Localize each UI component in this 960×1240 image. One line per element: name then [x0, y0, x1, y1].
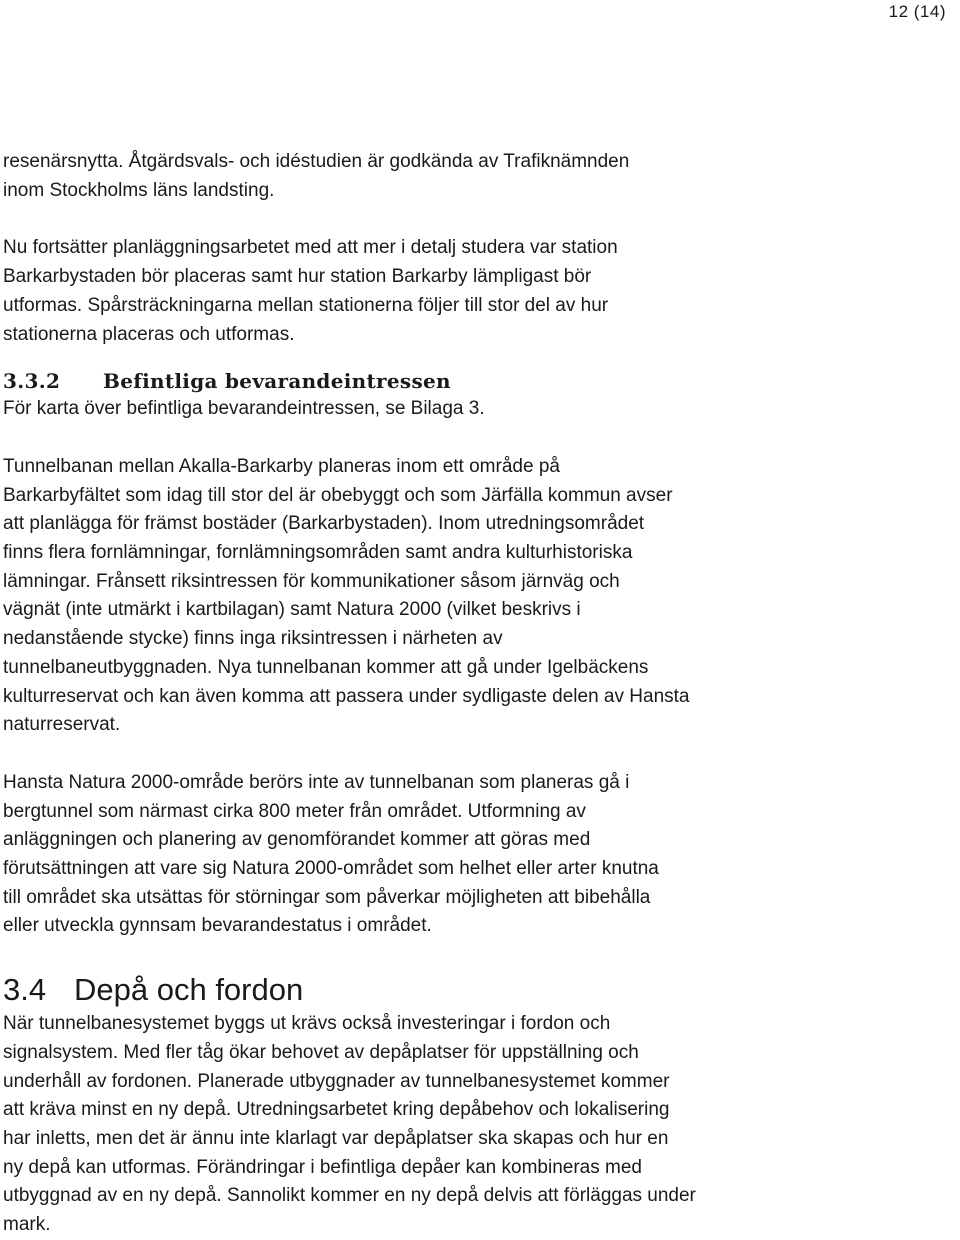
page-number: 12 (14) [888, 2, 946, 21]
document-body [3, 148, 943, 1240]
paragraph-tunnel: Tunnelbanan mellan Akalla-Barkarby planeras inom ett område på Barkarbyfältet som idag till stor del är obebyggt och som Järfälla kommun avser att planlägga för främst bostäder (Barkarbystaden). Inom utredningsområdet finns flera fornlämningar, fornlämningsområden samt andra kulturhistoriska lämningar. Frånsett riksintressen för kommunikationer såsom järnväg och vägnät (inte utmärkt i kartbilagan) samt Natura 2000 (vilket beskrivs i nedanstående stycke) finns inga riksintressen i närheten av tunnelbaneutbyggnaden. Nya tunnelbanan kommer att gå under Igelbäckens kulturreservat och kan även komma att passera under sydligaste delen av Hansta naturreservat. [3, 455, 690, 736]
section-number: 3.4 [3, 972, 47, 1008]
subsection-heading [3, 367, 943, 395]
section-heading [3, 970, 943, 1010]
subsection-number: 3.3.2 [3, 369, 61, 394]
paragraph-depot: När tunnelbanesystemet byggs ut krävs också investeringar i fordon och signalsystem. Med fler tåg ökar behovet av depåplatser för uppställning och underhåll av fordonen. Planerade utbyggnader av tunnelbanesystemet kommer att kräva minst en ny depå. Utredningsarbetet kring depåbehov och lokalisering har inletts, men det är ännu inte klarlagt var depåplatser ska skapas och hur en ny depå kan utformas. Förändringar i befintliga depåer kan kombineras med utbyggnad av en ny depå. Sannolikt kommer en ny depå delvis att förläggas under mark. [3, 1013, 696, 1236]
paragraph-intro: resenärsnytta. Åtgärdsvals- och idéstudien är godkända av Trafiknämnden inom Stockholms läns landsting. [3, 151, 630, 201]
paragraph-planning: Nu fortsätter planläggningsarbetet med att mer i detalj studera var station Barkarbystaden bör placeras samt hur station Barkarby lämpligast bör utformas. Spårsträckningarna mellan stationerna följer till stor del av hur stationerna placeras och utformas. [3, 237, 618, 345]
subsection-title: Befintliga bevarandeintressen [103, 369, 451, 394]
paragraph-hansta: Hansta Natura 2000-område berörs inte av tunnelbanan som planeras gå i bergtunnel som närmast cirka 800 meter från området. Utformning av anläggningen och planering av genomförandet kommer att göras med förutsättningen att vare sig Natura 2000-området som helhet eller arter knutna till området ska utsättas för störningar som påverkar möjligheten att bibehålla eller utveckla gynnsam bevarandestatus i området. [3, 771, 659, 937]
section-title: Depå och fordon [74, 972, 304, 1008]
paragraph-map-reference: För karta över befintliga bevarandeintressen, se Bilaga 3. [3, 398, 485, 420]
